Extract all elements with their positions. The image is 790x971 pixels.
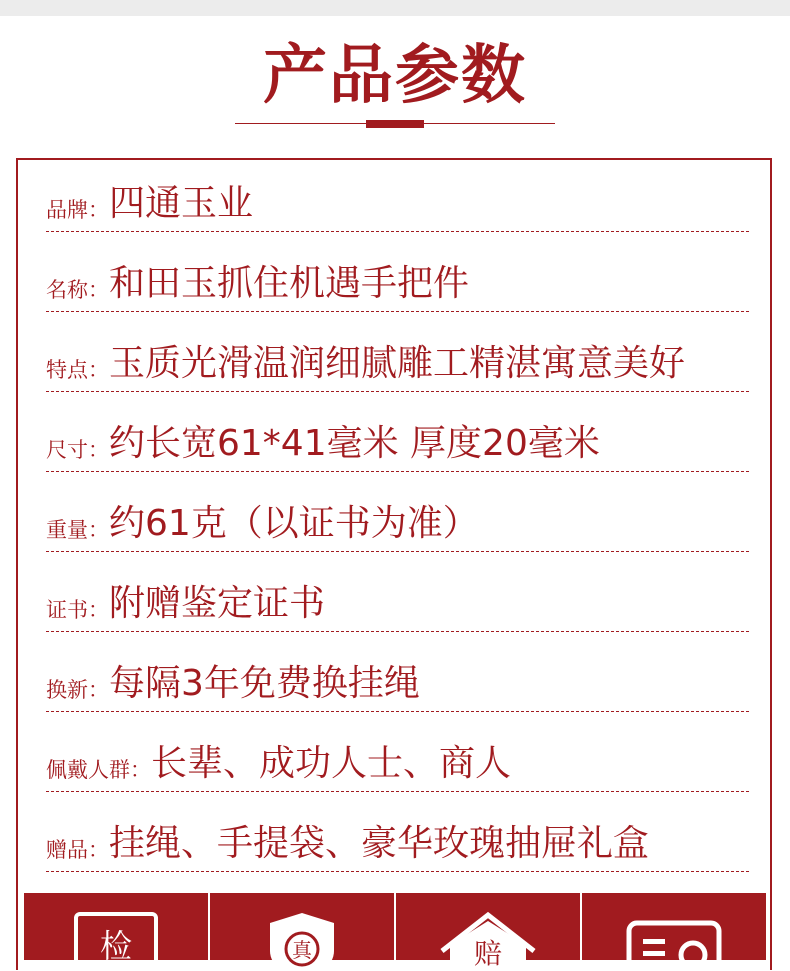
shield-icon <box>254 911 350 971</box>
param-row-audience <box>46 712 749 792</box>
param-label: 特点： <box>46 358 109 382</box>
param-value: 约61克（以证书为准） <box>109 503 479 544</box>
param-label: 重量： <box>46 518 109 542</box>
param-value: 附赠鉴定证书 <box>109 583 326 624</box>
param-row-brand <box>46 152 749 232</box>
page-title: 产品参数 <box>263 39 527 113</box>
param-label: 尺寸： <box>46 438 109 462</box>
badge-cell <box>582 893 766 960</box>
svg-text:真: 真 <box>292 938 312 962</box>
param-row-features <box>46 312 749 392</box>
param-label: 证书： <box>46 598 109 622</box>
param-value: 约长宽61*41毫米 厚度20毫米 <box>109 423 600 464</box>
title-divider-accent <box>366 120 424 128</box>
param-value: 每隔3年免费换挂绳 <box>109 663 420 704</box>
param-row-size <box>46 392 749 472</box>
badge-cell <box>210 893 396 960</box>
param-row-name <box>46 232 749 312</box>
param-label: 名称： <box>46 278 109 302</box>
param-label: 赠品： <box>46 838 109 862</box>
badge-cell <box>396 893 582 970</box>
param-value: 四通玉业 <box>109 183 254 224</box>
badge-cell <box>24 893 210 965</box>
param-row-certificate <box>46 552 749 632</box>
top-band <box>0 0 790 16</box>
param-value: 玉质光滑温润细腻雕工精湛寓意美好 <box>109 343 686 384</box>
service-badges-bar <box>24 893 766 970</box>
card-icon <box>619 911 729 971</box>
param-label: 佩戴人群： <box>46 758 151 782</box>
compensation-house-icon <box>428 911 548 971</box>
svg-text:检: 检 <box>99 927 133 965</box>
param-value: 挂绳、手提袋、豪华玫瑰抽屉礼盒 <box>109 823 650 864</box>
param-label: 品牌： <box>46 198 109 222</box>
param-row-renewal <box>46 632 749 712</box>
inspection-icon <box>68 911 164 971</box>
svg-text:赔: 赔 <box>473 937 503 970</box>
param-label: 换新： <box>46 678 109 702</box>
param-value: 和田玉抓住机遇手把件 <box>109 263 470 304</box>
param-row-weight <box>46 472 749 552</box>
param-row-gifts <box>46 792 749 872</box>
param-value: 长辈、成功人士、商人 <box>151 743 512 784</box>
